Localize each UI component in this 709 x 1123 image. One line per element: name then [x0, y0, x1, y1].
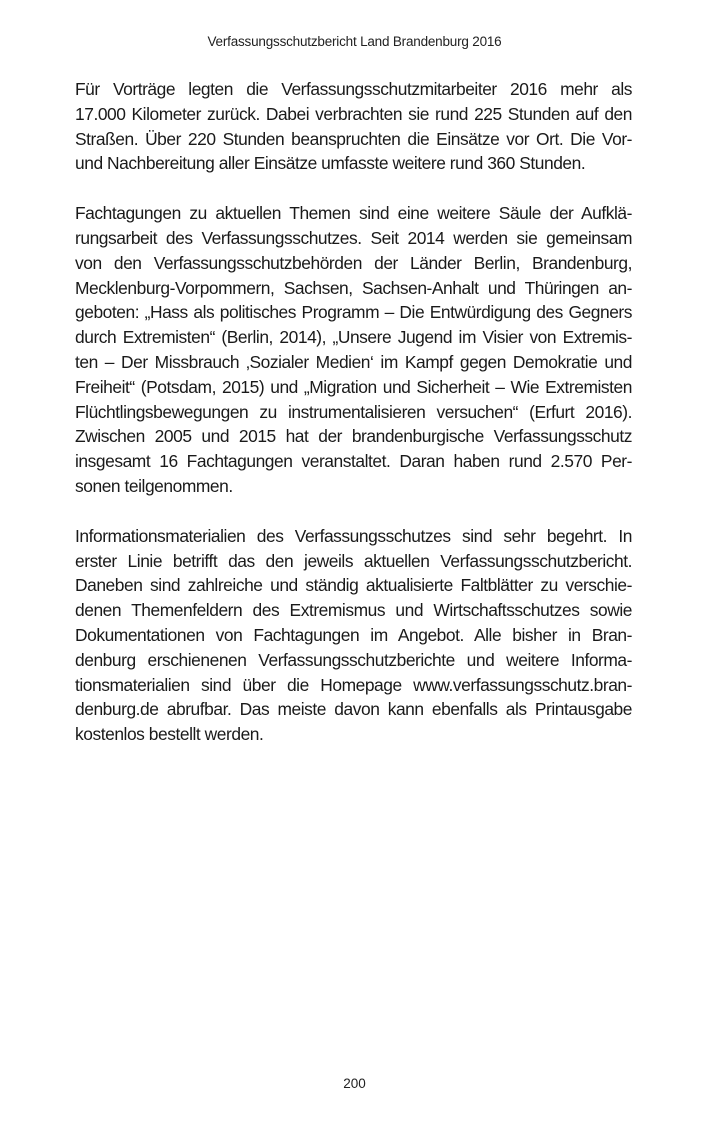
text-line: und Nachbereitung aller Einsätze umfasste weitere rund 360 Stunden.: [75, 153, 586, 174]
text-line: insgesamt 16 Fachtagungen veranstaltet. Daran haben rund 2.570 Per-: [75, 451, 632, 472]
running-header: Verfassungsschutzbericht Land Brandenburg 2016: [207, 34, 502, 49]
text-line: von den Verfassungsschutzbehörden der Länder Berlin, Brandenburg,: [75, 252, 632, 273]
paragraph-information-materials: [75, 524, 632, 747]
text-line: tionsmaterialien sind über die Homepage www.verfassungsschutz.bran-: [75, 674, 632, 695]
text-line: Mecklenburg-Vorpommern, Sachsen, Sachsen-Anhalt und Thüringen an-: [75, 277, 632, 298]
body-text: [75, 77, 632, 772]
text-line: rungsarbeit des Verfassungsschutzes. Seit 2014 werden sie gemeinsam: [75, 227, 632, 248]
text-line: Für Vorträge legten die Verfassungsschutzmitarbeiter 2016 mehr als: [75, 79, 632, 99]
text-line: Fachtagungen zu aktuellen Themen sind eine weitere Säule der Aufklä-: [75, 203, 632, 224]
text-line: sonen teilgenommen.: [75, 475, 233, 496]
page-number: 200: [343, 1076, 366, 1091]
text-line: Straßen. Über 220 Stunden beanspruchten die Einsätze vor Ort. Die Vor-: [75, 128, 632, 149]
text-line: Zwischen 2005 und 2015 hat der brandenburgische Verfassungsschutz: [75, 426, 632, 447]
text-line: erster Linie betrifft das den jeweils aktuellen Verfassungsschutzbericht.: [75, 550, 632, 571]
text-line: ten – Der Missbrauch ‚Sozialer Medien‘ im Kampf gegen Demokratie und: [75, 351, 632, 372]
text-line: Flüchtlingsbewegungen zu instrumentalisieren versuchen“ (Erfurt 2016).: [75, 401, 632, 422]
text-line: durch Extremisten“ (Berlin, 2014), „Unsere Jugend im Visier von Extremis-: [75, 327, 632, 348]
text-line: geboten: „Hass als politisches Programm – Die Entwürdigung des Gegners: [75, 302, 632, 323]
paragraph-conferences: [75, 201, 632, 499]
text-line: Freiheit“ (Potsdam, 2015) und „Migration und Sicherheit – Wie Extremisten: [75, 376, 632, 397]
text-line: Dokumentationen von Fachtagungen im Angebot. Alle bisher in Bran-: [75, 624, 632, 645]
text-line: kostenlos bestellt werden.: [75, 724, 264, 745]
text-line: Daneben sind zahlreiche und ständig aktualisierte Faltblätter zu verschie-: [75, 575, 632, 596]
paragraph-lecture-travel: [75, 77, 632, 176]
text-line: 17.000 Kilometer zurück. Dabei verbrachten sie rund 225 Stunden auf den: [75, 103, 632, 124]
text-line: denburg erschienenen Verfassungsschutzberichte und weitere Informa-: [75, 649, 632, 670]
text-line: denburg.de abrufbar. Das meiste davon kann ebenfalls als Printausgabe: [75, 699, 632, 720]
text-line: Informationsmaterialien des Verfassungsschutzes sind sehr begehrt. In: [75, 525, 632, 546]
text-line: denen Themenfeldern des Extremismus und Wirtschaftsschutzes sowie: [75, 600, 632, 621]
